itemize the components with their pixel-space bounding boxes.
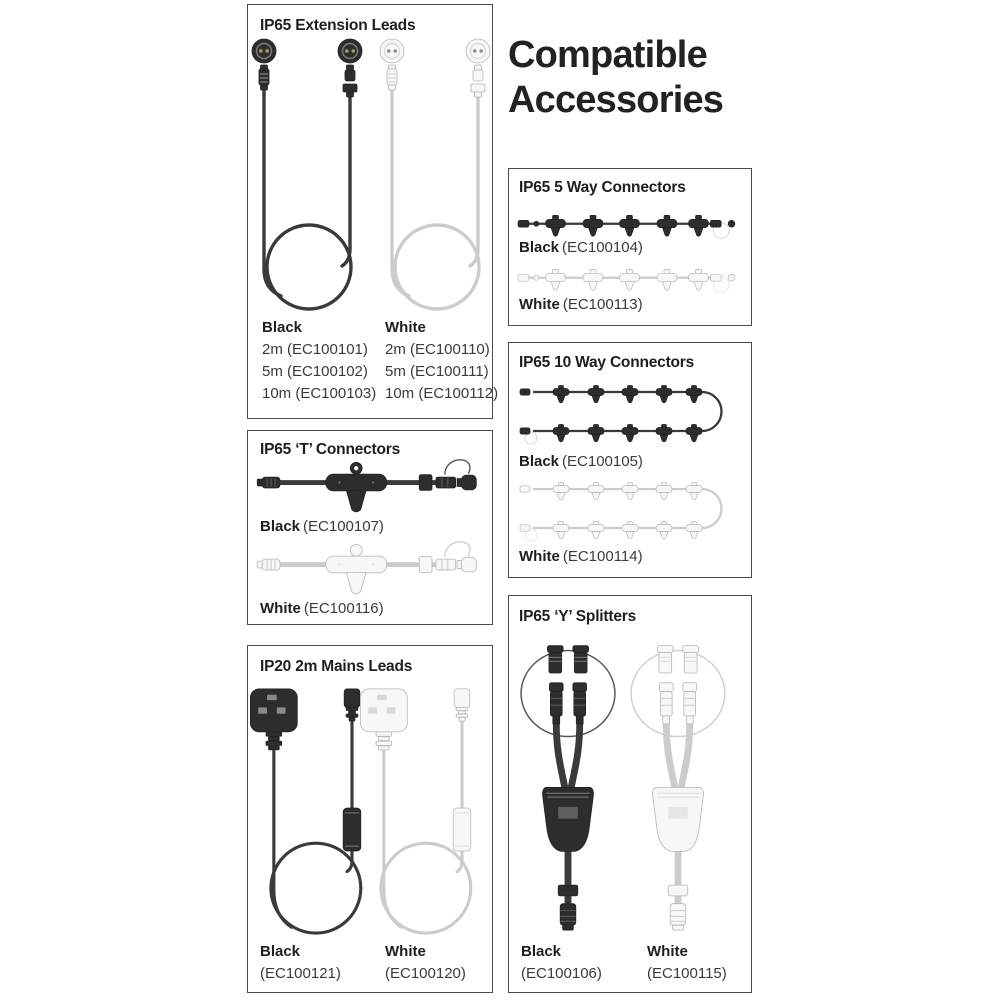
5-way-black-illustration: [517, 206, 739, 242]
y-splitter-black-illustration: [513, 629, 623, 934]
panel-title-t-connectors: IP65 ‘T’ Connectors: [260, 441, 401, 458]
panel-5-way-connectors: [508, 168, 752, 326]
mains-lead-black-code: (EC100121): [260, 965, 341, 982]
panel-title-mains-leads: IP20 2m Mains Leads: [260, 658, 413, 675]
t-connector-white-caption: [260, 600, 384, 617]
extension-leads-black-item: 2m (EC100101): [262, 341, 368, 358]
10-way-black-illustration: [519, 379, 739, 445]
y-splitter-white-illustration: [623, 629, 733, 934]
y-splitter-white-label: White: [647, 943, 688, 960]
panel-title-10-way-connectors: IP65 10 Way Connectors: [519, 354, 695, 371]
y-splitter-white-caption: [647, 941, 727, 985]
extension-leads-white-list: [385, 317, 498, 405]
t-connector-black-illustration: [256, 453, 484, 516]
t-connector-black-label: Black: [260, 518, 301, 535]
panel-extension-leads: [247, 4, 499, 419]
panel-mains-leads: [247, 645, 493, 993]
t-connector-black-caption: [260, 518, 384, 535]
10-way-black-code: (EC100105): [562, 453, 643, 470]
panel-t-connectors: [247, 430, 493, 625]
mains-lead-white-code: (EC100120): [385, 965, 466, 982]
5-way-white-illustration: [517, 260, 739, 296]
5-way-black-label: Black: [519, 239, 560, 256]
page-title: [508, 33, 723, 123]
5-way-white-label: White: [519, 296, 560, 313]
10-way-black-label: Black: [519, 453, 560, 470]
extension-leads-black-list: [262, 317, 376, 405]
mains-lead-black-caption: [260, 941, 341, 985]
t-connector-black-code: (EC100107): [303, 518, 384, 535]
5-way-white-code: (EC100113): [562, 296, 643, 313]
mains-lead-black-label: Black: [260, 943, 301, 960]
extension-lead-black-illustration: [251, 37, 366, 315]
panel-title-extension-leads: IP65 Extension Leads: [260, 17, 416, 34]
10-way-white-code: (EC100114): [562, 548, 643, 565]
10-way-white-caption: [519, 548, 643, 565]
panel-y-splitters: [508, 595, 752, 993]
extension-leads-white-label: White: [385, 319, 426, 336]
5-way-black-code: (EC100104): [562, 239, 643, 256]
mains-lead-white-label: White: [385, 943, 426, 960]
mains-lead-black-illustration: [247, 683, 372, 935]
panel-10-way-connectors: [508, 342, 752, 578]
y-splitter-white-code: (EC100115): [647, 965, 727, 982]
y-splitter-black-label: Black: [521, 943, 562, 960]
extension-lead-white-illustration: [379, 37, 494, 315]
10-way-white-label: White: [519, 548, 560, 565]
5-way-black-caption: [519, 239, 643, 256]
mains-lead-white-illustration: [357, 683, 482, 935]
extension-leads-white-item: 2m (EC100110): [385, 341, 490, 358]
page-title-line1: Compatible: [508, 34, 707, 76]
panel-title-y-splitters: IP65 ‘Y’ Splitters: [519, 608, 637, 625]
extension-leads-white-item: 10m (EC100112): [385, 385, 499, 402]
page-title-line2: Accessories: [508, 79, 724, 121]
t-connector-white-label: White: [260, 600, 301, 617]
5-way-white-caption: [519, 296, 643, 313]
panel-title-5-way-connectors: IP65 5 Way Connectors: [519, 179, 686, 196]
y-splitter-black-caption: [521, 941, 602, 985]
t-connector-white-code: (EC100116): [303, 600, 384, 617]
extension-leads-black-item: 10m (EC100103): [262, 385, 377, 402]
extension-leads-white-item: 5m (EC100111): [385, 363, 489, 380]
t-connector-white-illustration: [256, 535, 484, 598]
10-way-white-illustration: [519, 476, 739, 542]
y-splitter-black-code: (EC100106): [521, 965, 602, 982]
extension-leads-black-item: 5m (EC100102): [262, 363, 368, 380]
mains-lead-white-caption: [385, 941, 466, 985]
10-way-black-caption: [519, 453, 643, 470]
extension-leads-black-label: Black: [262, 319, 303, 336]
